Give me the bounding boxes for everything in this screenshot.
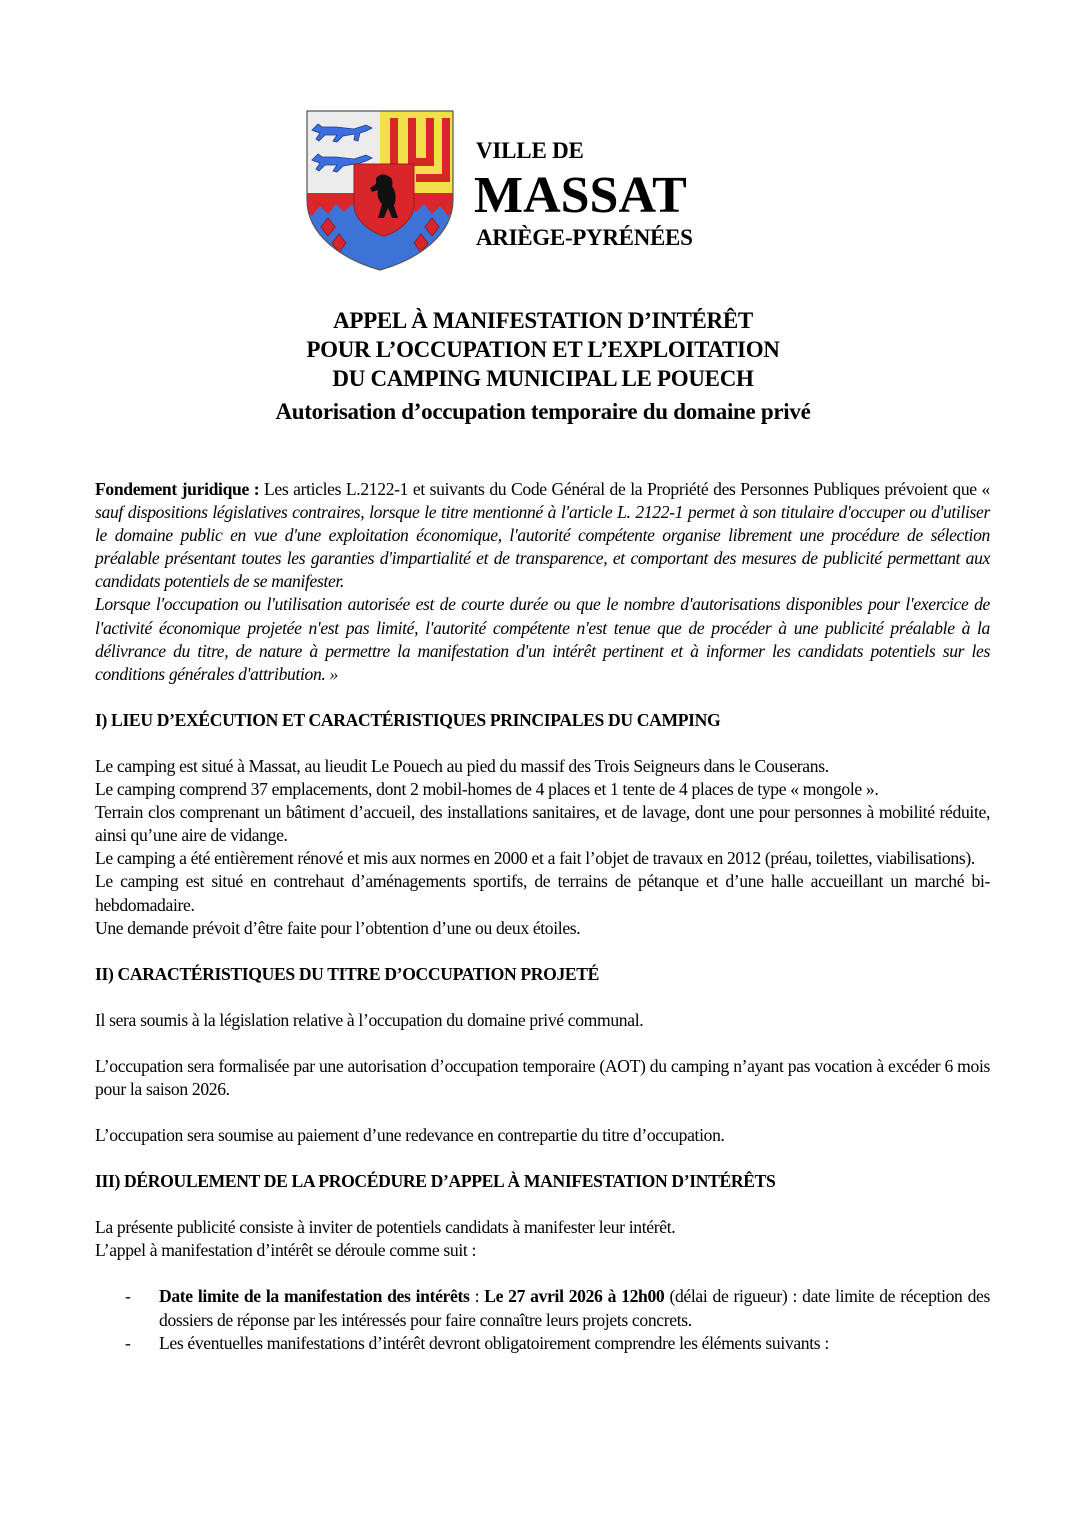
region-name: ARIÈGE-PYRÉNÉES — [476, 225, 693, 250]
section-2-paragraph: L’occupation sera soumise au paiement d’une redevance en contrepartie du titre d’occupation. — [95, 1125, 725, 1146]
deadline-label: Date limite de la manifestation des intérêts — [159, 1286, 470, 1307]
section-1-heading: I) LIEU D’EXÉCUTION ET CARACTÉRISTIQUES PRINCIPALES DU CAMPING — [95, 709, 721, 730]
title-line-3: DU CAMPING MUNICIPAL LE POUECH — [332, 366, 754, 391]
legal-label: Fondement juridique : — [95, 479, 260, 499]
list-item-requirements — [95, 1332, 990, 1355]
title-line-1: APPEL À MANIFESTATION D’INTÉRÊT — [333, 308, 753, 333]
section-1-paragraph: Le camping a été entièrement rénové et mis aux normes en 2000 et a fait l’objet de travaux en 2012 (préau, toilettes, viabilisations). — [95, 848, 975, 869]
ville-de-label: VILLE DE — [476, 138, 584, 163]
list-dash: - — [125, 1332, 131, 1353]
deadline-separator: : — [469, 1286, 485, 1307]
section-3-intro: La présente publicité consiste à inviter de potentiels candidats à manifester leur intérêt. — [95, 1217, 676, 1238]
section-2-paragraph: L’occupation sera formalisée par une autorisation d’occupation temporaire (AOT) du camping n’ayant pas vocation à excéder 6 mois pour la saison 2026. — [95, 1055, 990, 1099]
city-name: MASSAT — [474, 167, 687, 224]
spacer — [95, 1101, 990, 1124]
section-1-paragraph: Le camping est situé à Massat, au lieudit Le Pouech au pied du massif des Trois Seigneurs dans le Couserans. — [95, 755, 829, 776]
legal-intro: Les articles L.2122-1 et suivants du Code Général de la Propriété des Personnes Publiques prévoient que « — [259, 479, 990, 499]
section-2-heading: II) CARACTÉRISTIQUES DU TITRE D’OCCUPATION PROJETÉ — [95, 963, 600, 984]
section-3-heading: III) DÉROULEMENT DE LA PROCÉDURE D’APPEL À MANIFESTATION D’INTÉRÊTS — [95, 1171, 776, 1192]
title-line-2: POUR L’OCCUPATION ET L’EXPLOITATION — [306, 337, 780, 362]
document-subtitle: Autorisation d’occupation temporaire du domaine privé — [275, 399, 811, 424]
section-1-paragraph: Terrain clos comprenant un bâtiment d’accueil, des installations sanitaires, et de lavage, dont une pour personnes à mobilité réduite, ainsi qu’une aire de vidange. — [95, 802, 990, 846]
section-2-paragraph: Il sera soumis à la législation relative à l’occupation du domaine privé communal. — [95, 1009, 644, 1030]
requirements-text: Les éventuelles manifestations d’intérêt devront obligatoirement comprendre les éléments suivants : — [159, 1332, 829, 1353]
section-1-paragraph: Le camping comprend 37 emplacements, dont 2 mobil-homes de 4 places et 1 tente de 4 places de type « mongole ». — [95, 779, 879, 800]
legal-quote-2: Lorsque l'occupation ou l'utilisation autorisée est de courte durée ou que le nombre d'autorisations disponibles pour l'exercice de l'activité économique projetée n'est pas limité, l'autorité compétente n'est tenue que de procéder à une publicité préalable à la délivrance du titre, de nature à permettre la manifestation d'un intérêt pertinent et à informer les candidats potentiels sur les conditions générales d'attribution. » — [95, 594, 990, 684]
list-dash: - — [125, 1286, 131, 1307]
legal-basis — [95, 478, 990, 686]
letterhead — [304, 108, 744, 273]
section-1-paragraph: Une demande prévoit d’être faite pour l’obtention d’une ou deux étoiles. — [95, 917, 581, 938]
document-title-block — [0, 306, 1086, 427]
deadline-details: (délai de rigueur) : date limite de réception des dossiers de réponse par les intéressés pour faire connaître leurs projets concrets. — [159, 1286, 991, 1330]
legal-quote-1: sauf dispositions législatives contraires, lorsque le titre mentionné à l'article L. 2122-1 permet à son titulaire d'occuper ou d'utiliser le domaine public en vue d'une exploitation économique, l'autorité compétente organise librement une procédure de sélection préalable présentant toutes les garanties d'impartialité et de transparence, et comportant des mesures de publicité permettant aux candidats potentiels de se manifester. — [95, 502, 990, 592]
section-3-intro: L’appel à manifestation d’intérêt se déroule comme suit : — [95, 1240, 476, 1261]
list-item-deadline — [95, 1285, 990, 1331]
spacer — [95, 1032, 990, 1055]
document-body — [95, 478, 990, 1355]
legal-paragraph-1 — [95, 478, 990, 593]
deadline-date: Le 27 avril 2026 à 12h00 — [484, 1286, 665, 1307]
procedure-list — [95, 1285, 990, 1354]
massat-coat-of-arms-icon — [304, 108, 456, 272]
section-1-paragraph: Le camping est situé en contrehaut d’aménagements sportifs, de terrains de pétanque et d’une halle accueillant un marché bi-hebdomadaire. — [95, 871, 990, 915]
